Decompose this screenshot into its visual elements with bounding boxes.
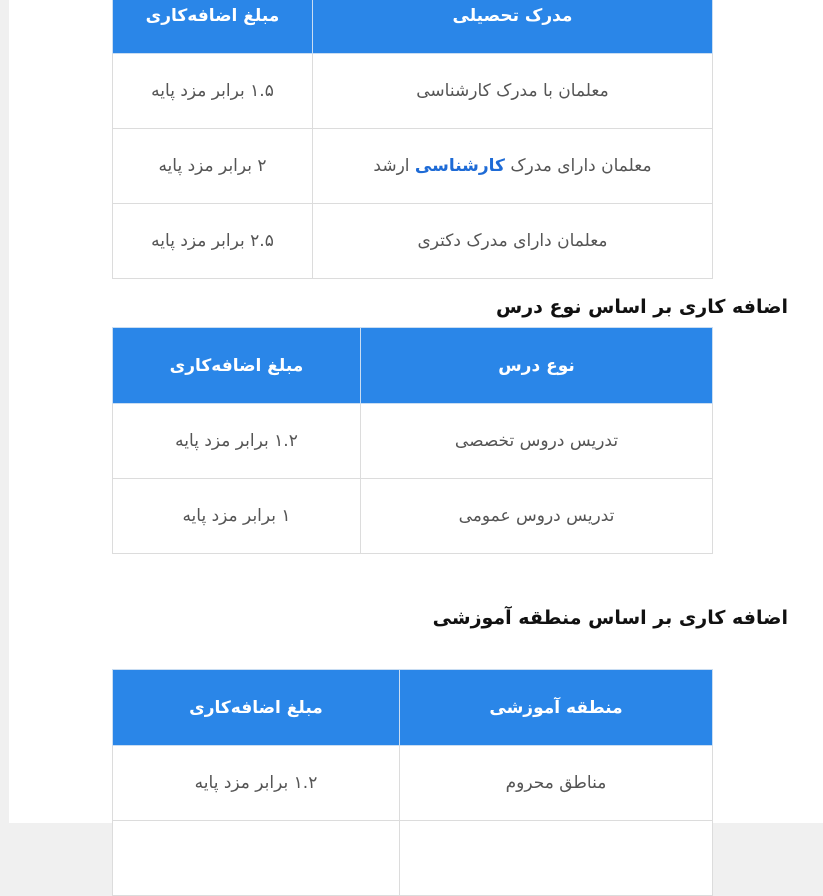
section-heading-education-region: اضافه کاری بر اساس منطقه آموزشی: [432, 607, 788, 629]
table-row: [113, 479, 713, 554]
cell-region: [400, 821, 713, 896]
cell-amount: ۱.۲ برابر مزد پایه: [113, 404, 361, 479]
cell-degree-suffix: ارشد: [373, 156, 410, 176]
cell-region: مناطق محروم: [400, 746, 713, 821]
section-heading-course-type: اضافه کاری بر اساس نوع درس: [495, 296, 788, 318]
course-type-overtime-table: [112, 327, 713, 554]
cell-course-type: تدریس دروس تخصصی: [361, 404, 713, 479]
column-header-course-type: نوع درس: [361, 328, 713, 404]
cell-degree-text: معلمان دارای مدرک: [510, 156, 652, 176]
article-content: [9, 0, 823, 823]
table-row: [113, 129, 713, 204]
cell-course-type: تدریس دروس عمومی: [361, 479, 713, 554]
cell-degree: [313, 129, 713, 204]
column-header-degree: مدرک تحصیلی: [313, 0, 713, 54]
education-overtime-table: [112, 0, 713, 279]
column-header-region: منطقه آموزشی: [400, 670, 713, 746]
column-header-amount: مبلغ اضافه‌کاری: [113, 328, 361, 404]
cell-amount: ۲ برابر مزد پایه: [113, 129, 313, 204]
table-row: [113, 746, 713, 821]
cell-amount: ۱.۵ برابر مزد پایه: [113, 54, 313, 129]
table-header-row: [113, 0, 713, 54]
region-overtime-table: [112, 669, 713, 896]
cell-amount: ۲.۵ برابر مزد پایه: [113, 204, 313, 279]
table-row: [113, 404, 713, 479]
table-header-row: [113, 670, 713, 746]
cell-degree: معلمان با مدرک کارشناسی: [313, 54, 713, 129]
column-header-amount: مبلغ اضافه‌کاری: [113, 0, 313, 54]
cell-degree: معلمان دارای مدرک دکتری: [313, 204, 713, 279]
cell-amount: ۱ برابر مزد پایه: [113, 479, 361, 554]
column-header-amount: مبلغ اضافه‌کاری: [113, 670, 400, 746]
table-header-row: [113, 328, 713, 404]
table-row: [113, 54, 713, 129]
table-row: [113, 204, 713, 279]
table-row: [113, 821, 713, 896]
cell-amount: ۱.۲ برابر مزد پایه: [113, 746, 400, 821]
cell-amount: [113, 821, 400, 896]
masters-degree-link[interactable]: کارشناسی: [414, 156, 505, 176]
